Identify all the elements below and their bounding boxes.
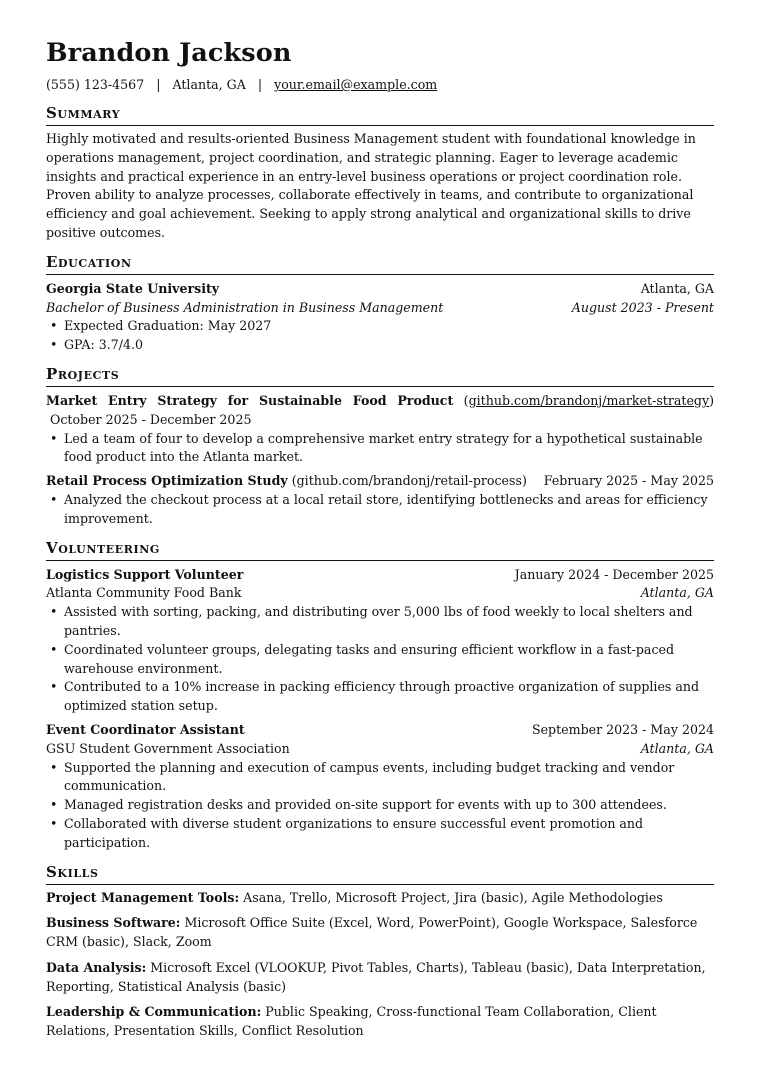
skill-label: Data Analysis:	[46, 959, 147, 975]
volunteering-heading: Volunteering	[46, 538, 714, 561]
skill-value: Microsoft Office Suite (Excel, Word, PowerPoint), Google Workspace, Salesforce CRM (basic), Slack, Zoom	[46, 915, 698, 950]
summary-heading: Summary	[46, 103, 714, 126]
project-link[interactable]: github.com/brandonj/retail-process	[296, 473, 522, 489]
skill-label: Business Software:	[46, 915, 181, 931]
skill-row	[46, 959, 714, 997]
project-bullets	[46, 491, 714, 529]
list-item: • Coordinated volunteer groups, delegating tasks and ensuring efficient workflow in a fast-paced warehouse environment.	[46, 641, 714, 679]
education-bullets	[46, 317, 714, 355]
volunteer-entry	[46, 566, 714, 716]
project-entry: Market Entry Strategy for Sustainable Food Product (github.com/brandonj/market-strategy) October 2025 - December 2025 • Led a team of four to develop a comprehensive market entry strategy for a hypothetical sustainable food product into the Atlanta market.	[46, 392, 714, 467]
list-item: • Assisted with sorting, packing, and distributing over 5,000 lbs of food weekly to local shelters and pantries.	[46, 603, 714, 641]
summary-text: Highly motivated and results-oriented Business Management student with foundational knowledge in operations management, project coordination, and strategic planning. Eager to leverage academic insights and practical experience in an entry-level business operations or project coordination role. Proven ability to analyze processes, collaborate effectively in teams, and contribute to organizational efficiency and goal achievement. Seeking to apply strong analytical and organizational skills to drive positive outcomes.	[46, 131, 696, 240]
email-link[interactable]: your.email@example.com	[274, 77, 438, 92]
list-item: • GPA: 3.7/4.0	[46, 336, 714, 355]
skill-label: Project Management Tools:	[46, 889, 240, 905]
project-entry: Retail Process Optimization Study (github.com/brandonj/retail-process) February 2025 - May 2025 • Analyzed the checkout process at a local retail store, identifying bottlenecks and areas for efficiency improvement.	[46, 472, 714, 528]
skill-value: Public Speaking, Cross-functional Team Collaboration, Client Relations, Presentation Skills, Conflict Resolution	[46, 1004, 657, 1039]
volunteer-role: Event Coordinator Assistant	[46, 721, 245, 737]
volunteer-bullets	[46, 759, 714, 853]
skills-list	[46, 889, 714, 1042]
project-dates: February 2025 - May 2025	[543, 473, 714, 489]
skills-heading: Skills	[46, 862, 714, 885]
volunteer-dates: September 2023 - May 2024	[531, 721, 714, 737]
list-item: • Led a team of four to develop a comprehensive market entry strategy for a hypothetical sustainable food product into the Atlanta market.	[46, 430, 714, 468]
project-name: Retail Process Optimization Study	[46, 473, 288, 489]
list-item: • Expected Graduation: May 2027	[46, 317, 714, 336]
skill-row	[46, 1003, 714, 1041]
list-item: • Collaborated with diverse student organizations to ensure successful event promotion and participation.	[46, 815, 714, 853]
education-heading: Education	[46, 252, 714, 275]
volunteer-bullets	[46, 603, 714, 716]
volunteer-role: Logistics Support Volunteer	[46, 566, 244, 582]
list-item: • Supported the planning and execution of campus events, including budget tracking and vendor communication.	[46, 759, 714, 797]
skill-row	[46, 889, 714, 908]
candidate-name: Brandon Jackson	[46, 38, 292, 68]
education-entry	[46, 280, 714, 355]
skill-value: Microsoft Excel (VLOOKUP, Pivot Tables, Charts), Tableau (basic), Data Interpretation, Reporting, Statistical Analysis (basic)	[46, 959, 706, 994]
school-location: Atlanta, GA	[640, 280, 714, 296]
project-bullets	[46, 430, 714, 468]
volunteer-dates: January 2024 - December 2025	[514, 566, 714, 582]
project-link[interactable]: github.com/brandonj/market-strategy	[468, 392, 710, 408]
list-item: • Contributed to a 10% increase in packing efficiency through proactive organization of supplies and optimized station setup.	[46, 678, 714, 716]
skill-label: Leadership & Communication:	[46, 1004, 262, 1020]
volunteer-location: Atlanta, GA	[640, 585, 714, 601]
volunteer-org: GSU Student Government Association	[46, 740, 290, 756]
project-name: Market Entry Strategy for Sustainable Food Product	[46, 392, 454, 408]
volunteer-entry	[46, 721, 714, 853]
volunteer-location: Atlanta, GA	[640, 740, 714, 756]
phone: (555) 123-4567	[46, 77, 145, 92]
projects-heading: Projects	[46, 364, 714, 387]
location: Atlanta, GA	[172, 77, 246, 92]
resume-page	[46, 36, 714, 1041]
list-item: • Managed registration desks and provided on-site support for events with up to 300 attendees.	[46, 796, 714, 815]
volunteer-org: Atlanta Community Food Bank	[46, 585, 242, 601]
list-item: • Analyzed the checkout process at a local retail store, identifying bottlenecks and areas for efficiency improvement.	[46, 491, 714, 529]
separator: |	[156, 77, 161, 92]
contact-line	[46, 76, 714, 94]
skill-value: Asana, Trello, Microsoft Project, Jira (basic), Agile Methodologies	[243, 889, 663, 905]
project-dates: October 2025 - December 2025	[50, 411, 252, 427]
education-dates: August 2023 - Present	[571, 299, 714, 315]
skill-row	[46, 914, 714, 952]
school-name: Georgia State University	[46, 280, 220, 296]
separator: |	[257, 77, 263, 92]
degree: Bachelor of Business Administration in Business Management	[46, 299, 444, 315]
